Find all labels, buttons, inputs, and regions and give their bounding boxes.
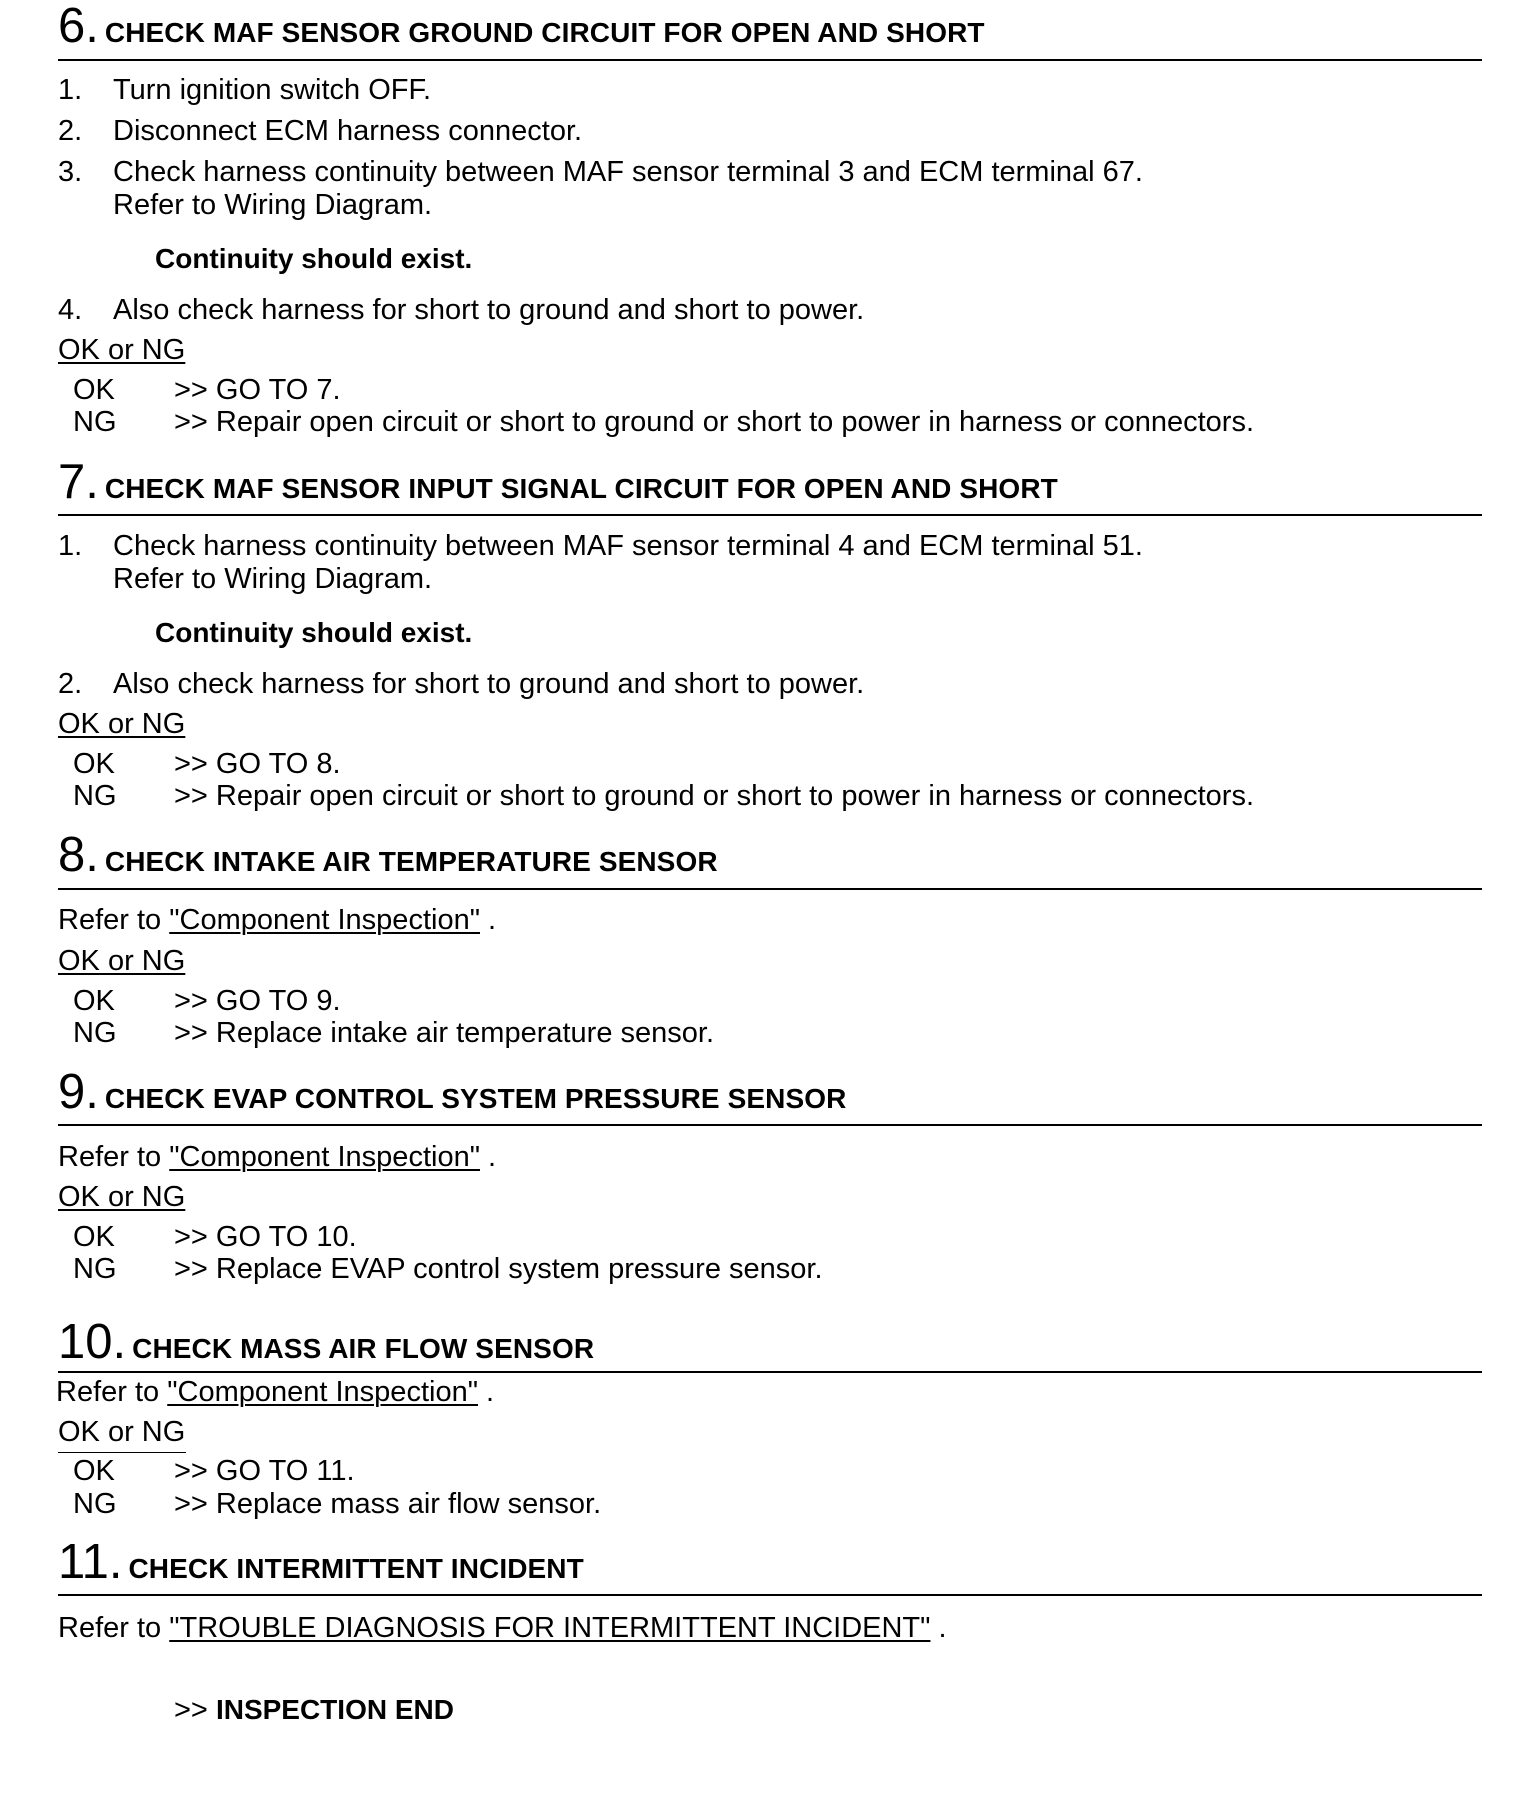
step-9-refer: Refer to "Component Inspection" . — [58, 1141, 497, 1173]
step-8-number: 8. — [58, 828, 99, 882]
step-11-number: 11. — [58, 1535, 123, 1589]
step-7-header — [58, 455, 1482, 516]
step-6-number: 6. — [58, 0, 99, 53]
step-8-refer: Refer to "Component Inspection" . — [58, 904, 497, 936]
step-9-ok-or-ng: OK or NG — [58, 1181, 186, 1213]
step-10-title: CHECK MASS AIR FLOW SENSOR — [132, 1333, 595, 1364]
step-10-refer: Refer to "Component Inspection" . — [56, 1376, 495, 1408]
step-6-title: CHECK MAF SENSOR GROUND CIRCUIT FOR OPEN AND SHORT — [104, 17, 985, 48]
step-6-header — [58, 2, 1482, 61]
step-7-title: CHECK MAF SENSOR INPUT SIGNAL CIRCUIT FOR OPEN AND SHORT — [104, 473, 1058, 504]
component-inspection-link-8[interactable]: "Component Inspection" — [169, 904, 480, 936]
step-8-ok-or-ng: OK or NG — [58, 945, 186, 977]
step-11-refer: Refer to "TROUBLE DIAGNOSIS FOR INTERMITTENT INCIDENT" . — [58, 1612, 947, 1644]
step-6-ok-or-ng: OK or NG — [58, 334, 186, 366]
step-10-number: 10. — [58, 1315, 127, 1369]
inspection-end: >> INSPECTION END — [174, 1694, 454, 1726]
step-9-title: CHECK EVAP CONTROL SYSTEM PRESSURE SENSOR — [104, 1083, 847, 1114]
step-9-header — [58, 1065, 1482, 1126]
step-11-title: CHECK INTERMITTENT INCIDENT — [128, 1553, 584, 1584]
step-6-note: Continuity should exist. — [155, 243, 473, 274]
step-8-header — [58, 828, 1482, 890]
component-inspection-link-10[interactable]: "Component Inspection" — [167, 1376, 478, 1408]
step-7-note: Continuity should exist. — [155, 617, 473, 648]
step-7-number: 7. — [58, 455, 99, 509]
step-8-title: CHECK INTAKE AIR TEMPERATURE SENSOR — [104, 846, 718, 877]
step-10-ok-or-ng-rule — [58, 1452, 186, 1453]
step-10-ok-or-ng: OK or NG — [58, 1416, 186, 1448]
trouble-diagnosis-link[interactable]: "TROUBLE DIAGNOSIS FOR INTERMITTENT INCIDENT" — [169, 1612, 931, 1644]
component-inspection-link-9[interactable]: "Component Inspection" — [169, 1141, 480, 1173]
step-10-header — [58, 1315, 1482, 1373]
step-11-header — [58, 1535, 1482, 1596]
step-9-number: 9. — [58, 1065, 99, 1119]
step-7-ok-or-ng: OK or NG — [58, 708, 186, 740]
